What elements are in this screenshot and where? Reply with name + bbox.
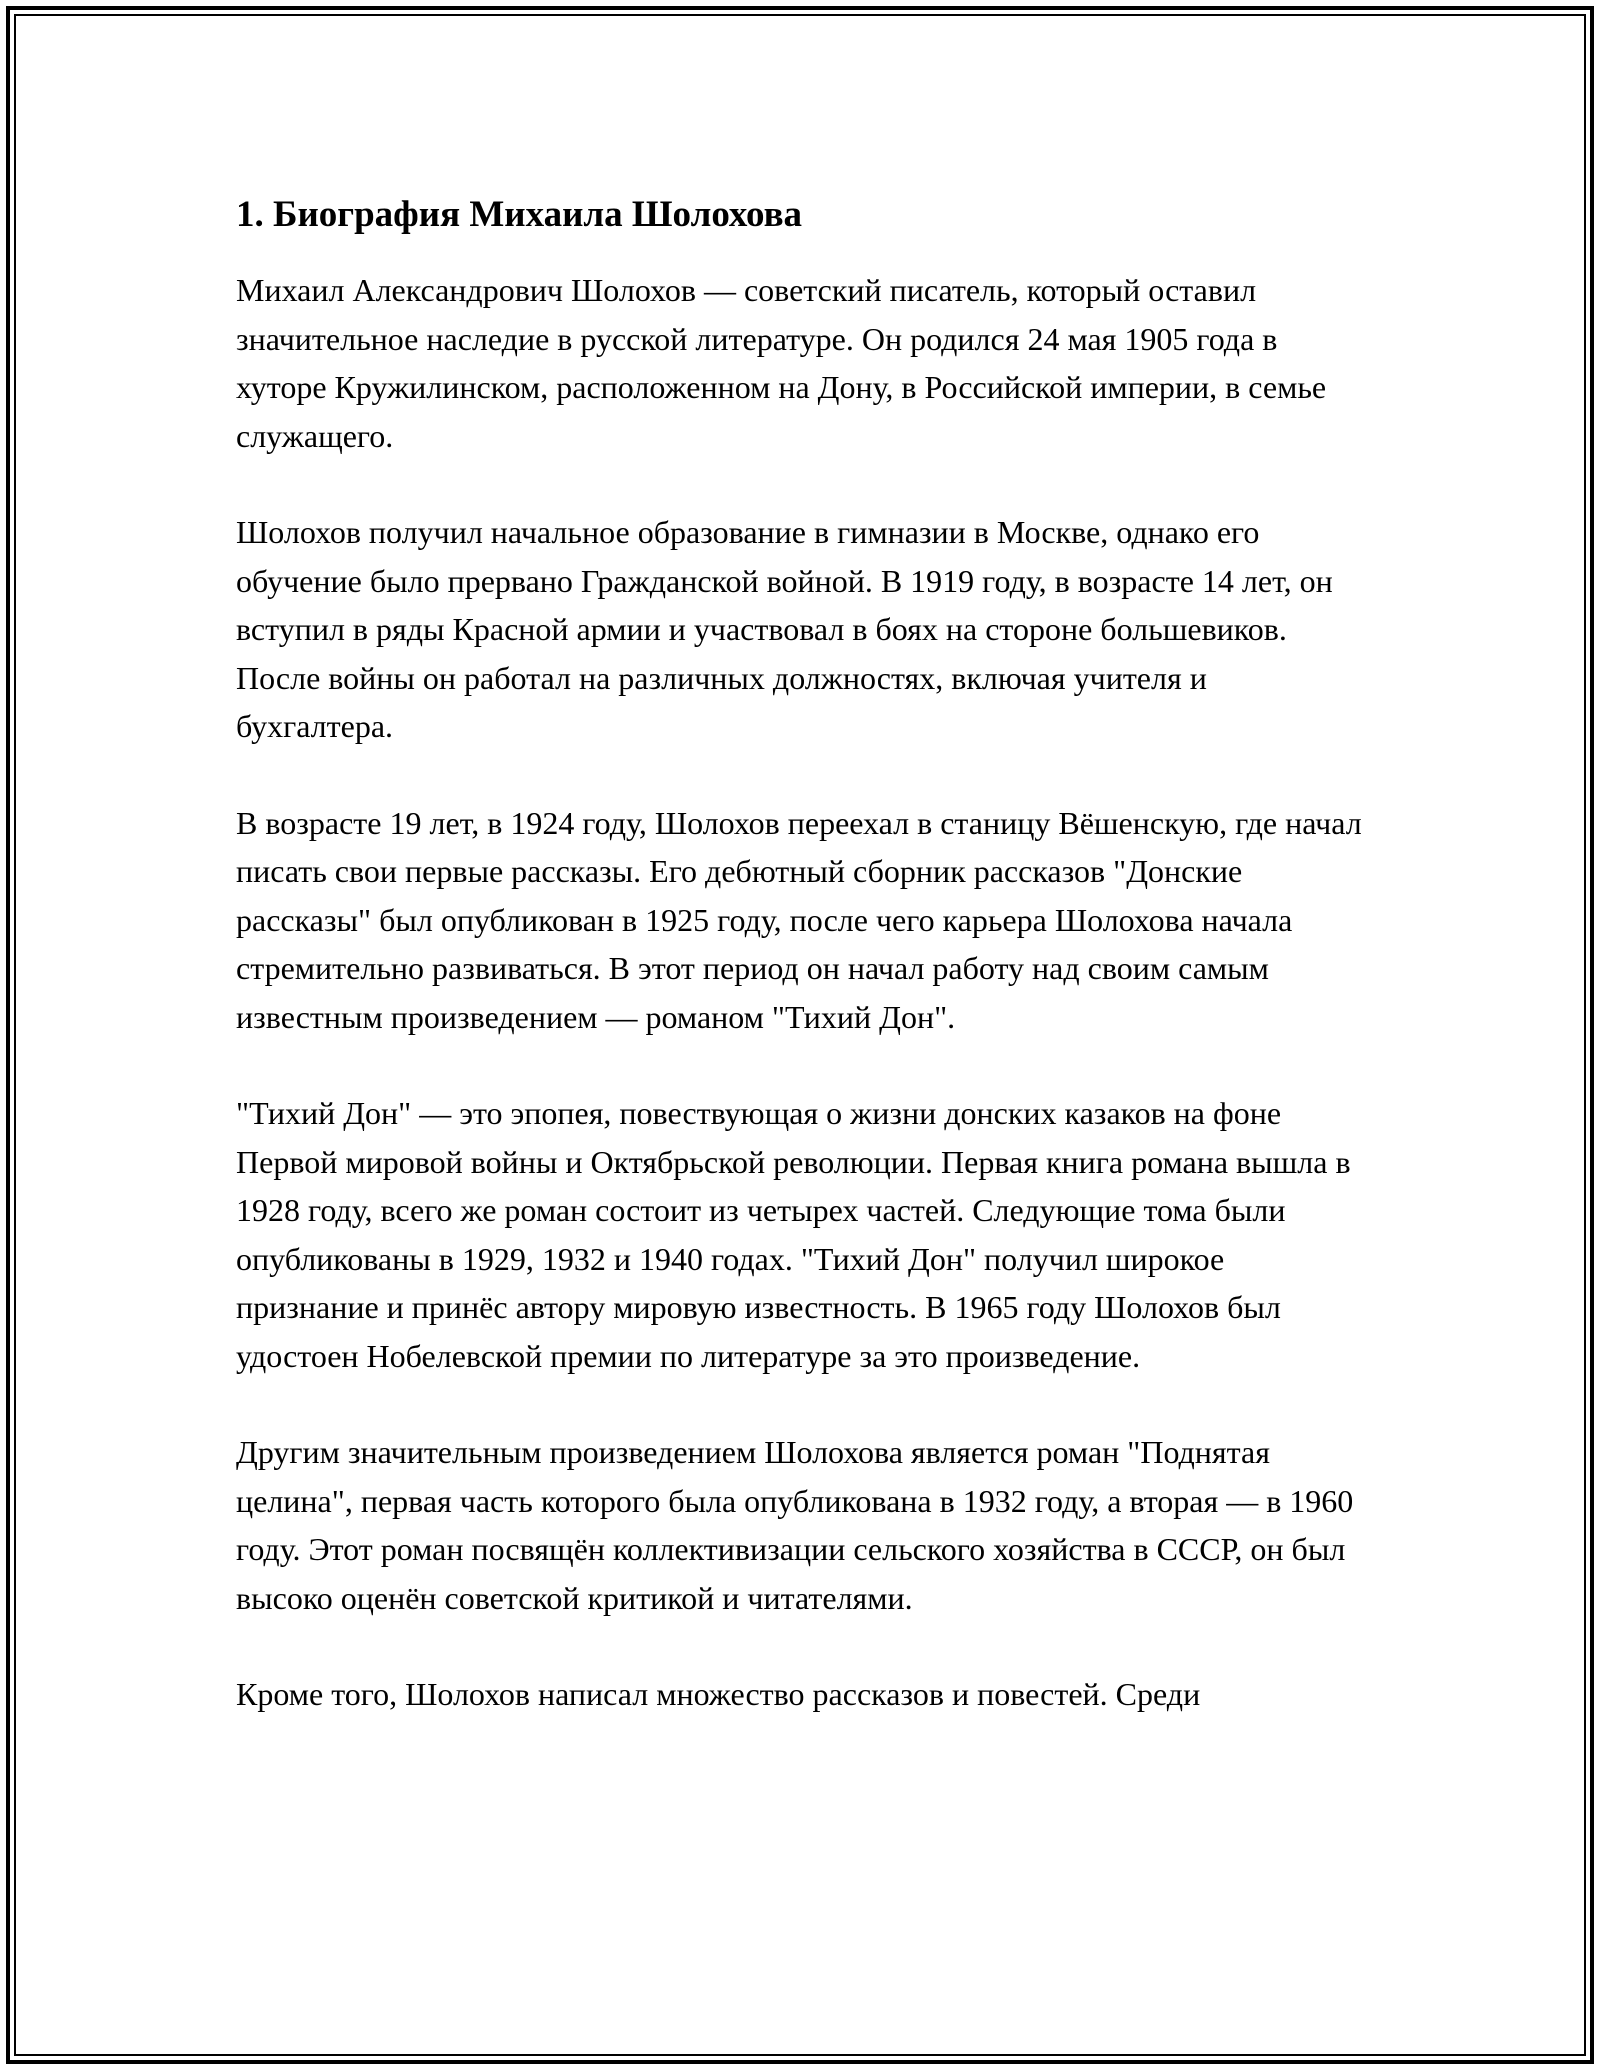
document-body [236,192,1364,1719]
paragraph-other-works: Кроме того, Шолохов написал множество рассказов и повестей. Среди [236,1676,1201,1712]
paragraph-virgin-soil: Другим значительным произведением Шолохова является роман "Поднятая целина", первая часть которого была опубликована в 1932 году, а вторая — в 1960 году. Этот роман посвящён коллективизации сельского хозяйства в СССР, он был высоко оценён советской критикой и читателями. [236,1434,1354,1616]
paragraph-early-career: В возрасте 19 лет, в 1924 году, Шолохов переехал в станицу Вёшенскую, где начал писать свои первые рассказы. Его дебютный сборник рассказов "Донские рассказы" был опубликован в 1925 году, после чего карьера Шолохова начала стремительно развиваться. В этот период он начал работу над своим самым известным произведением — романом "Тихий Дон". [236,804,1362,1035]
paragraph-birth: Михаил Александрович Шолохов — советский писатель, который оставил значительное наследие в русской литературе. Он родился 24 мая 1905 года в хуторе Кружилинском, расположенном на Дону, в Российской империи, в семье служащего. [236,272,1327,454]
paragraph-quiet-don: "Тихий Дон" — это эпопея, повествующая о жизни донских казаков на фоне Первой мировой войны и Октябрьской революции. Первая книга романа вышла в 1928 году, всего же роман состоит из четырех частей. Следующие тома были опубликованы в 1929, 1932 и 1940 годах. "Тихий Дон" получил широкое признание и принёс автору мировую известность. В 1965 году Шолохов был удостоен Нобелевской премии по литературе за это произведение. [236,1095,1351,1374]
section-heading: 1. Биография Михаила Шолохова [236,194,803,235]
paragraph-education: Шолохов получил начальное образование в гимназии в Москве, однако его обучение было прервано Гражданской войной. В 1919 году, в возрасте 14 лет, он вступил в ряды Красной армии и участвовал в боях на стороне большевиков. После войны он работал на различных должностях, включая учителя и бухгалтера. [236,514,1333,744]
